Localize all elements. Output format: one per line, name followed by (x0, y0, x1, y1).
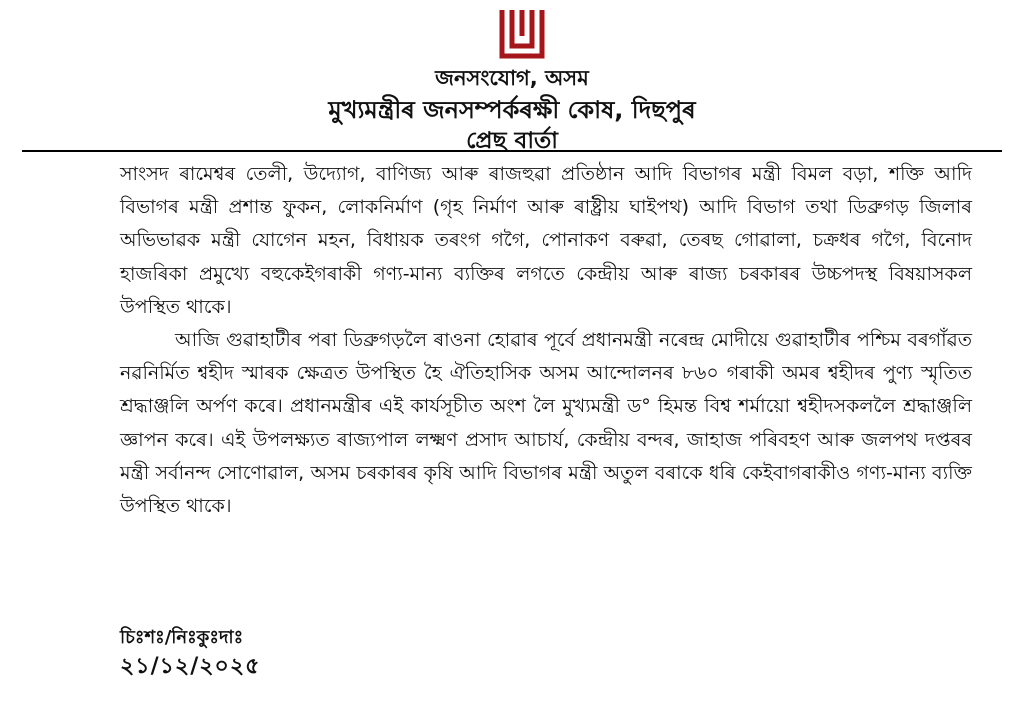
release-date: ২১/১২/২০২৫ (120, 654, 261, 679)
office-name: মুখ্যমন্ত্ৰীৰ জনসম্পৰ্কৰক্ষী কোষ, দিছপুৰ (328, 96, 696, 124)
document-type: প্ৰেছ বাৰ্তা (466, 128, 558, 154)
paragraph-1: সাংসদ ৰামেশ্বৰ তেলী, উদ্যোগ, বাণিজ্য আৰু ৰাজহুৱা প্ৰতিষ্ঠান আদি বিভাগৰ মন্ত্ৰী বিমল বড়া, শক্তি আদি বিভাগৰ মন্ত্ৰী প্ৰশান্ত ফুকন, লোকনিৰ্মাণ (গৃহ নিৰ্মাণ আৰু ৰাষ্ট্ৰীয় ঘাইপথ) আদি বিভাগ তথা ডিব্ৰুগড় জিলাৰ অভিভাৱক মন্ত্ৰী যোগেন মহন, বিধায়ক তৰংগ গগৈ, পোনাকণ বৰুৱা, তেৰছ গোৱালা, চক্ৰধৰ গগৈ, বিনোদ হাজৰিকা প্ৰমুখ্যে বহুকেইগৰাকী গণ্য-মান্য ব্যক্তিৰ লগতে কেন্দ্ৰীয় আৰু ৰাজ্য চৰকাৰৰ উচ্চপদস্থ বিষয়াসকল উপস্থিত থাকে। (120, 163, 972, 318)
reference-code: চিঃশঃ/নিঃকুঃদাঃ (120, 627, 244, 648)
press-release-body (120, 158, 972, 523)
department-name: জনসংযোগ, অসম (435, 66, 589, 90)
jansanyog-logo-icon (496, 6, 548, 60)
paragraph-2: আজি গুৱাহাটীৰ পৰা ডিব্ৰুগড়লৈ ৰাওনা হোৱাৰ পূৰ্বে প্ৰধানমন্ত্ৰী নৰেন্দ্ৰ মোদীয়ে গুৱাহাটীৰ পশ্চিম বৰগাঁৱত নৱনিৰ্মিত শ্বহীদ স্মাৰক ক্ষেত্ৰত উপস্থিত হৈ ঐতিহাসিক অসম আন্দোলনৰ ৮৬০ গৰাকী অমৰ শ্বহীদৰ পুণ্য স্মৃতিত শ্ৰদ্ধাঞ্জলি অৰ্পণ কৰে। প্ৰধানমন্ত্ৰীৰ এই কাৰ্যসূচীত অংশ লৈ মুখ্যমন্ত্ৰী ড° হিমন্ত বিশ্ব শৰ্মায়ো শ্বহীদসকললৈ শ্ৰদ্ধাঞ্জলি জ্ঞাপন কৰে। এই উপলক্ষ্যত ৰাজ্যপাল লক্ষ্মণ প্ৰসাদ আচাৰ্য, কেন্দ্ৰীয় বন্দৰ, জাহাজ পৰিবহণ আৰু জলপথ দপ্তৰৰ মন্ত্ৰী সৰ্বানন্দ সোণোৱাল, অসম চৰকাৰৰ কৃষি আদি বিভাগৰ মন্ত্ৰী অতুল বৰাকে ধৰি কেইবাগৰাকীও গণ্য-মান্য ব্যক্তি উপস্থিত থাকে। (120, 329, 972, 518)
header-divider (22, 150, 1002, 152)
